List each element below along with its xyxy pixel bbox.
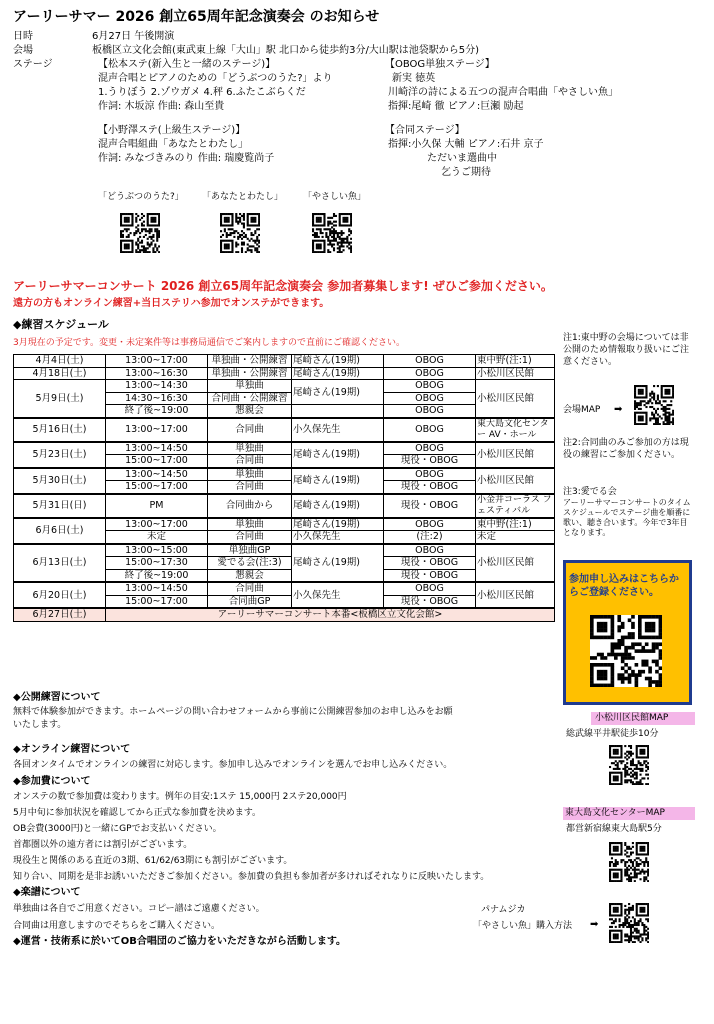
content-cell: 愛でる会(注:3) <box>208 557 292 570</box>
stage4-line3: 乞うご期待 <box>441 167 491 178</box>
ojima-access: 都営新宿線東大島駅5分 <box>566 824 662 834</box>
place-cell: 東大島文化センター AV・ホール <box>476 418 555 442</box>
time-cell: 13:00~17:00 <box>106 418 208 442</box>
schedule-heading: ◆練習スケジュール <box>13 318 109 331</box>
target-cell: OBOG <box>384 380 476 393</box>
place-cell: 小松川区民館 <box>476 442 555 468</box>
venue-map-label: 会場MAP <box>563 405 601 415</box>
note-3-title: 注3:愛でる会 <box>563 487 617 497</box>
fee-body-6: 知り合い、同期を是非お誘いいただきご参加ください。参加費の負担も参加者が多ければそれなりに反映いたします。 <box>13 872 490 882</box>
fee-body-5: 現役生と関係のある直近の3期、61/62/63期にも割引がございます。 <box>13 856 293 866</box>
target-cell: OBOG <box>384 518 476 531</box>
date-cell: 5月23日(土) <box>14 442 106 468</box>
fee-body-4: 首都圏以外の遠方者には割引がございます。 <box>13 840 193 850</box>
place-cell: 小松川区民館 <box>476 468 555 494</box>
date-label: 日時 <box>13 31 33 42</box>
place-cell: 未定 <box>476 531 555 544</box>
content-cell: 合同曲 <box>208 582 292 595</box>
conductor-cell: 尾崎さん(19期) <box>292 544 384 583</box>
score-heading: ◆楽譜について <box>13 887 81 898</box>
date-cell: 5月9日(土) <box>14 380 106 418</box>
stage1-line2: 1.うりぼう 2.ゾウガメ 4.秤 6.ふたこぶらくだ <box>98 87 306 98</box>
fee-body-2: 5月中旬に参加状況を確認してから正式な参加費を決めます。 <box>13 808 262 818</box>
time-cell: 15:00~17:00 <box>106 595 208 608</box>
table-row <box>14 544 555 557</box>
time-cell: 13:00~16:30 <box>106 367 208 380</box>
time-cell: 13:00~17:00 <box>106 518 208 531</box>
arrow-right-icon: ➡ <box>590 919 599 930</box>
table-row <box>14 442 555 455</box>
conductor-cell <box>292 405 384 418</box>
content-cell: 単独曲・公開練習 <box>208 355 292 368</box>
concert-cell: アーリーサマーコンサート本番<板橋区立文化会館> <box>106 608 555 621</box>
time-cell: 13:00~15:00 <box>106 544 208 557</box>
date-cell: 6月6日(土) <box>14 518 106 544</box>
time-cell: 終了後~19:00 <box>106 405 208 418</box>
recruit-sub: 遠方の方もオンライン練習+当日ステリハ参加でオンステができます。 <box>13 298 330 309</box>
fee-body-3: OB会費(3000円)と一緒にGPでお支払いください。 <box>13 824 222 834</box>
place-cell: 小松川区民館 <box>476 544 555 583</box>
target-cell: OBOG <box>384 367 476 380</box>
qr-label-anata: 「あなたとわたし」 <box>202 192 284 202</box>
stage2-title: 【OBOG単独ステージ】 <box>385 59 495 70</box>
time-cell: 15:00~17:30 <box>106 557 208 570</box>
date-cell: 5月16日(土) <box>14 418 106 442</box>
note-1: 注1:東中野の会場については非公開のため情報取り扱いにご注意ください。 <box>563 333 690 367</box>
time-cell: PM <box>106 494 208 518</box>
target-cell: OBOG <box>384 442 476 455</box>
date-cell: 5月31日(日) <box>14 494 106 518</box>
qr-code-doubutsu[interactable] <box>120 213 160 253</box>
table-row <box>14 367 555 380</box>
content-cell: 単独曲 <box>208 442 292 455</box>
stage4-title: 【合同ステージ】 <box>385 125 465 136</box>
note-2: 注2:合同曲のみご参加の方は現役の練習にご参加ください。 <box>563 438 689 460</box>
open-practice-heading: ◆公開練習について <box>13 692 101 703</box>
fee-heading: ◆参加費について <box>13 776 91 787</box>
conductor-cell: 尾崎さん(19期) <box>292 494 384 518</box>
content-cell: 合同曲から <box>208 494 292 518</box>
table-row <box>14 582 555 595</box>
date-cell: 4月4日(土) <box>14 355 106 368</box>
qr-code-anata[interactable] <box>220 213 260 253</box>
open-practice-body-1: 無料で体験参加ができます。ホームページの問い合わせフォームから事前に公開練習参加のお申し込みをお願 <box>13 707 453 717</box>
target-cell: OBOG <box>384 582 476 595</box>
qr-code-ojima-map[interactable] <box>609 842 649 882</box>
table-row <box>14 468 555 481</box>
stage3-line2: 作詞: みなづきみのり 作曲: 瑞慶覧尚子 <box>98 153 275 164</box>
stage1-title: 【松本ステ(新入生と一緒のステージ)】 <box>98 59 276 70</box>
conductor-cell: 尾崎さん(19期) <box>292 442 384 468</box>
conductor-cell: 小久保先生 <box>292 418 384 442</box>
content-cell: 単独曲GP <box>208 544 292 557</box>
qr-code-komatsu-map[interactable] <box>609 745 649 785</box>
conductor-cell: 小久保先生 <box>292 531 384 544</box>
content-cell: 合同曲 <box>208 455 292 468</box>
target-cell: 現役・OBOG <box>384 595 476 608</box>
time-cell: 13:00~14:30 <box>106 380 208 393</box>
venue-label: 会場 <box>13 45 33 56</box>
place-cell: 小松川区民館 <box>476 367 555 380</box>
komatsu-access: 総武線平井駅徒歩10分 <box>566 729 659 739</box>
schedule-table <box>13 354 555 622</box>
content-cell: 懇親会 <box>208 569 292 582</box>
time-cell: 13:00~17:00 <box>106 355 208 368</box>
content-cell: 懇親会 <box>208 405 292 418</box>
target-cell: OBOG <box>384 405 476 418</box>
qr-code-apply[interactable] <box>590 615 662 687</box>
time-cell: 14:30~16:30 <box>106 392 208 405</box>
venue-value: 板橋区立文化会館(東武東上線「大山」駅 北口から徒歩約3分/大山駅は池袋駅から5分) <box>92 45 480 56</box>
conductor-cell: 尾崎さん(19期) <box>292 518 384 531</box>
content-cell: 単独曲・公開練習 <box>208 367 292 380</box>
target-cell: 現役・OBOG <box>384 455 476 468</box>
online-body: 各回オンタイムでオンラインの練習に対応します。参加申し込みでオンラインを選んでお申し込みください。 <box>13 760 453 770</box>
conductor-cell: 尾崎さん(19期) <box>292 380 384 405</box>
page-title: アーリーサマー 2026 創立65周年記念演奏会 のお知らせ <box>13 9 380 25</box>
stage4-line2: ただいま選曲中 <box>427 153 497 164</box>
qr-label-doubutsu: 「どうぶつのうた?」 <box>98 192 184 202</box>
stage1-line3: 作詞: 木坂涼 作曲: 森山至貴 <box>98 101 225 112</box>
target-cell: OBOG <box>384 468 476 481</box>
place-cell: 小松川区民館 <box>476 582 555 608</box>
qr-code-buy[interactable] <box>609 903 649 943</box>
target-cell: OBOG <box>384 392 476 405</box>
note-3-body: アーリーサマーコンサートのタイムスケジュールでステージ曲を順番に歌い、聴き合います。今年で3年目となります。 <box>563 498 691 537</box>
content-cell: 合同曲 <box>208 531 292 544</box>
conductor-cell: 尾崎さん(19期) <box>292 367 384 380</box>
qr-label-yasashii: 「やさしい魚」 <box>303 192 367 202</box>
arrow-right-icon: ➡ <box>614 404 623 415</box>
target-cell: OBOG <box>384 418 476 442</box>
content-cell: 合同曲 <box>208 418 292 442</box>
time-cell: 13:00~14:50 <box>106 582 208 595</box>
date-cell: 6月20日(土) <box>14 582 106 608</box>
date-cell: 5月30日(土) <box>14 468 106 494</box>
stage3-line1: 混声合唱組曲「あなたとわたし」 <box>98 139 248 150</box>
target-cell: OBOG <box>384 355 476 368</box>
time-cell: 13:00~14:50 <box>106 442 208 455</box>
date-cell: 6月13日(土) <box>14 544 106 583</box>
content-cell: 単独曲 <box>208 518 292 531</box>
content-cell: 単独曲 <box>208 468 292 481</box>
table-row <box>14 608 555 621</box>
ojima-map-label: 東大島文化センターMAP <box>565 808 665 818</box>
schedule-note: 3月現在の予定です。変更・未定案件等は事務局通信でご案内しますので直前にご確認ください。 <box>13 338 406 348</box>
recruit-headline: アーリーサマーコンサート 2026 創立65周年記念演奏会 参加者募集します! ぜひご参加ください。 <box>13 279 553 293</box>
panamu-label: パナムジカ <box>481 905 526 915</box>
table-row <box>14 355 555 368</box>
qr-code-venue-map[interactable] <box>634 385 674 425</box>
table-row <box>14 380 555 393</box>
conductor-cell: 小久保先生 <box>292 582 384 608</box>
target-cell: 現役・OBOG <box>384 557 476 570</box>
stage4-line1: 指揮:小久保 大輔 ピアノ:石井 京子 <box>388 139 544 150</box>
date-value: 6月27日 午後開演 <box>92 31 175 42</box>
table-row <box>14 418 555 442</box>
score-body-1: 単独曲は各自でご用意ください。コピー譜はご遠慮ください。 <box>13 904 265 914</box>
target-cell: 現役・OBOG <box>384 569 476 582</box>
table-row <box>14 518 555 531</box>
target-cell: OBOG <box>384 544 476 557</box>
apply-text: 参加申し込みはこちらからご登録ください。 <box>569 574 679 598</box>
stage-label: ステージ <box>13 59 53 70</box>
content-cell: 合同曲 <box>208 481 292 494</box>
conductor-cell: 尾崎さん(19期) <box>292 468 384 494</box>
stage2-line1: 新実 徳英 <box>392 73 436 84</box>
time-cell: 13:00~14:50 <box>106 468 208 481</box>
operations-note: ◆運営・技術系に於いてOB合唱団のご協力をいただきながら活動します。 <box>13 936 347 947</box>
place-cell: 東中野(注:1) <box>476 355 555 368</box>
stage3-title: 【小野澤ステ(上級生ステージ)】 <box>98 125 246 136</box>
place-cell: 小松川区民館 <box>476 380 555 418</box>
stage2-line3: 指揮:尾崎 徹 ピアノ:巨瀬 励起 <box>388 101 524 112</box>
place-cell: 東中野(注:1) <box>476 518 555 531</box>
time-cell: 終了後~19:00 <box>106 569 208 582</box>
apply-box[interactable] <box>563 560 692 705</box>
target-cell: (注:2) <box>384 531 476 544</box>
conductor-cell: 尾崎さん(19期) <box>292 355 384 368</box>
date-cell: 6月27日(土) <box>14 608 106 621</box>
time-cell: 15:00~17:00 <box>106 455 208 468</box>
table-row <box>14 494 555 518</box>
time-cell: 15:00~17:00 <box>106 481 208 494</box>
score-body-2: 合同曲は用意しますのでそちらをご購入ください。 <box>13 921 221 931</box>
content-cell: 単独曲 <box>208 380 292 393</box>
target-cell: 現役・OBOG <box>384 481 476 494</box>
online-heading: ◆オンライン練習について <box>13 744 131 755</box>
time-cell: 未定 <box>106 531 208 544</box>
place-cell: 小金井コーラス フェスティバル <box>476 494 555 518</box>
fee-body-1: オンステの数で参加費は変わります。例年の目安:1ステ 15,000円 2ステ20,000円 <box>13 792 347 802</box>
komatsu-map-label: 小松川区民館MAP <box>595 713 669 723</box>
target-cell: 現役・OBOG <box>384 494 476 518</box>
date-cell: 4月18日(土) <box>14 367 106 380</box>
stage2-line2: 川崎洋の詩による五つの混声合唱曲「やさしい魚」 <box>388 87 618 98</box>
qr-code-yasashii[interactable] <box>312 213 352 253</box>
buy-label: 「やさしい魚」購入方法 <box>473 921 573 931</box>
open-practice-body-2: いたします。 <box>13 720 67 730</box>
stage1-line1: 混声合唱とピアノのための「どうぶつのうた?」より <box>98 73 333 84</box>
content-cell: 合同曲・公開練習 <box>208 392 292 405</box>
content-cell: 合同曲GP <box>208 595 292 608</box>
